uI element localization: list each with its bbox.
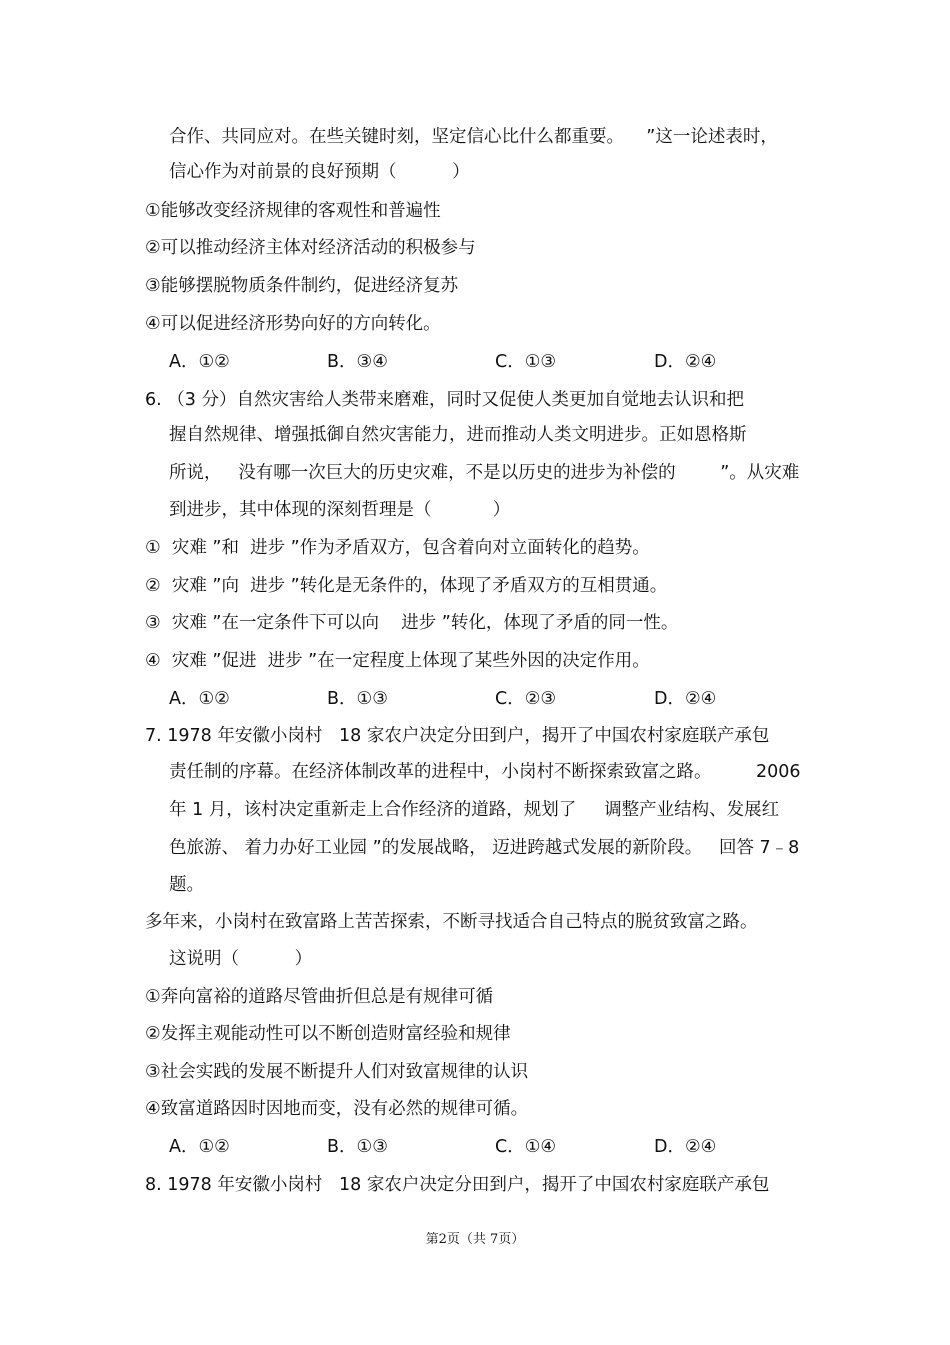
q5-stem-line-1: 合作、共同应对。在些关键时刻，坚定信心比什么都重要。 ”这一论述表时， [169, 127, 778, 147]
q5-option-a: A．①② [169, 352, 230, 372]
q5-option-d: D．②④ [654, 352, 717, 372]
q6-option-b: B．①③ [327, 689, 388, 709]
q7-item-4: ④致富道路因时因地而变，没有必然的规律可循。 [145, 1099, 529, 1119]
q6-stem-line-2: 握自然规律、增强抵御自然灾害能力，进而推动人类文明进步。正如恩格斯 [169, 425, 747, 445]
q7-options [169, 1135, 769, 1159]
q6-item-3: ③ 灾难 ”在一定条件下可以向 进步 ”转化，体现了矛盾的同一性。 [145, 613, 679, 633]
q5-item-3: ③能够摆脱物质条件制约，促进经济复苏 [145, 276, 459, 296]
q5-item-1: ①能够改变经济规律的客观性和普遍性 [145, 201, 441, 221]
q5-item-2: ②可以推动经济主体对经济活动的积极参与 [145, 238, 476, 258]
q7-stem-line-2: 责任制的序幕。在经济体制改革的进程中，小岗村不断探索致富之路。 2006 [169, 762, 801, 782]
q8-stem-line-1: 8. 1978 年安徽小岗村 18 家农户决定分田到户，揭开了中国农村家庭联产承包 [145, 1175, 770, 1195]
q7-lead-line-1: 多年来，小岗村在致富路上苦苦探索，不断寻找适合自己特点的脱贫致富之路。 [145, 912, 758, 932]
q6-option-d: D．②④ [654, 689, 717, 709]
q6-option-c: C．②③ [495, 689, 557, 709]
q7-item-3: ③社会实践的发展不断提升人们对致富规律的认识 [145, 1062, 529, 1082]
q7-stem-line-1: 7. 1978 年安徽小岗村 18 家农户决定分田到户，揭开了中国农村家庭联产承包 [145, 726, 770, 746]
q6-stem-line-3: 所说， 没有哪一次巨大的历史灾难，不是以历史的进步为补偿的 ”。从灾难 [169, 463, 800, 483]
q7-option-a: A．①② [169, 1137, 230, 1157]
q7-item-2: ②发挥主观能动性可以不断创造财富经验和规律 [145, 1024, 511, 1044]
q7-stem-line-4: 色旅游、 着力办好工业园 ”的发展战略， 迈进跨越式发展的新阶段。 回答 7﹣8 [169, 838, 800, 858]
page-number-footer: 第2页（共 7页） [425, 1232, 525, 1247]
q6-stem-line-1: 6. （3 分）自然灾害给人类带来磨难，同时又促使人类更加自觉地去认识和把 [145, 390, 744, 410]
q7-option-c: C．①④ [495, 1137, 557, 1157]
q7-option-b: B．①③ [327, 1137, 388, 1157]
q5-item-4: ④可以促进经济形势向好的方向转化。 [145, 314, 441, 334]
q5-option-c: C．①③ [495, 352, 557, 372]
q6-item-2: ② 灾难 ”向 进步 ”转化是无条件的，体现了矛盾双方的互相贯通。 [145, 576, 668, 596]
q5-stem-line-2: 信心作为对前景的良好预期（ ） [169, 162, 470, 182]
q6-stem-line-4: 到进步，其中体现的深刻哲理是（ ） [169, 500, 511, 520]
q6-options [169, 687, 769, 711]
q6-item-1: ① 灾难 ”和 进步 ”作为矛盾双方，包含着向对立面转化的趋势。 [145, 538, 650, 558]
q7-item-1: ①奔向富裕的道路尽管曲折但总是有规律可循 [145, 987, 494, 1007]
q7-option-d: D．②④ [654, 1137, 717, 1157]
q5-option-b: B．③④ [327, 352, 388, 372]
q5-options [169, 350, 769, 374]
q7-lead-line-2: 这说明（ ） [169, 949, 313, 969]
q7-stem-line-5: 题。 [169, 875, 204, 895]
q6-option-a: A．①② [169, 689, 230, 709]
q6-item-4: ④ 灾难 ”促进 进步 ”在一定程度上体现了某些外因的决定作用。 [145, 651, 650, 671]
q7-stem-line-3: 年 1 月，该村决定重新走上合作经济的道路，规划了 调整产业结构、发展红 [169, 800, 780, 820]
